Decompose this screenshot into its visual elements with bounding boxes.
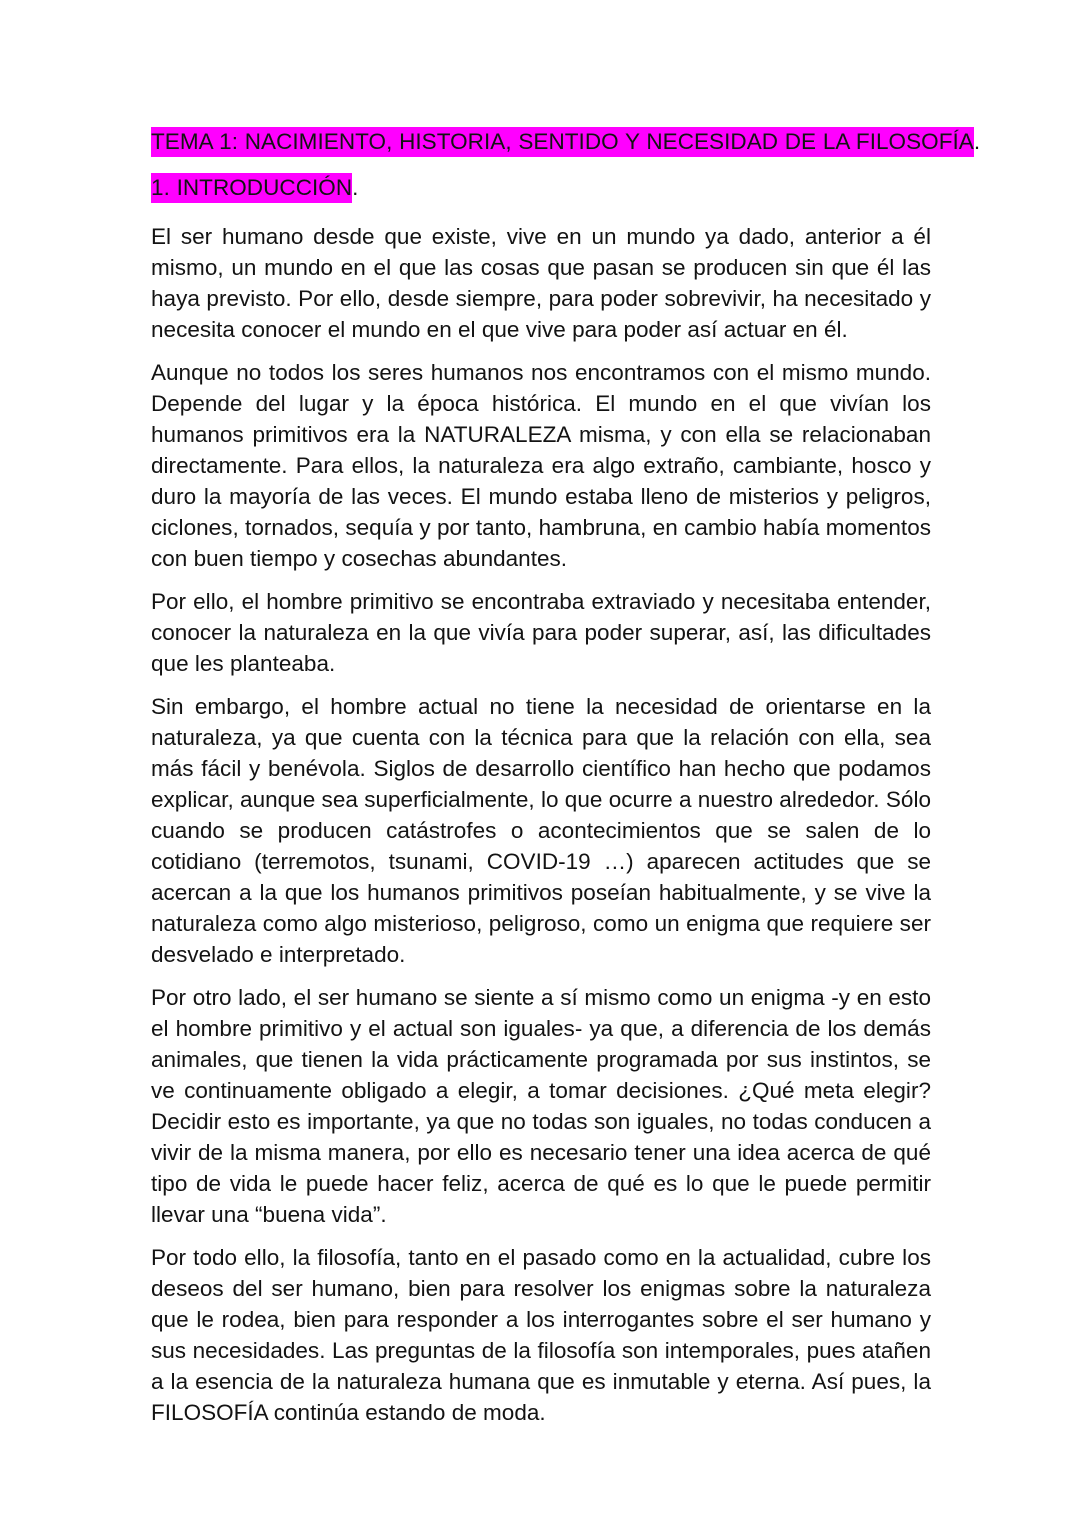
title-highlight: TEMA 1: NACIMIENTO, HISTORIA, SENTIDO Y NECESIDAD DE LA FILOSOFÍA <box>151 127 974 157</box>
body-paragraph: Por ello, el hombre primitivo se encontraba extraviado y necesitaba entender, conocer la naturaleza en la que vivía para poder superar, así, las dificultades que les planteaba. <box>151 589 931 676</box>
document-body <box>151 126 981 1428</box>
body-paragraph: Por todo ello, la filosofía, tanto en el pasado como en la actualidad, cubre los deseos del ser humano, bien para resolver los enigmas sobre la naturaleza que le rodea, bien para responder a los interrogantes sobre el ser humano y sus necesidades. Las preguntas de la filosofía son intemporales, pues atañen a la esencia de la naturaleza humana que es inmutable y eterna. Así pues, la FILOSOFÍA continúa estando de moda. <box>151 1245 931 1425</box>
title-trailing-period: . <box>973 129 981 154</box>
body-paragraph: El ser humano desde que existe, vive en un mundo ya dado, anterior a él mismo, un mundo en el que las cosas que pasan se producen sin que él las haya previsto. Por ello, desde siempre, para poder sobrevivir, ha necesitado y necesita conocer el mundo en el que vive para poder así actuar en él. <box>151 224 931 342</box>
section-heading-highlight: 1. INTRODUCCIÓN <box>151 173 352 203</box>
body-paragraph: Sin embargo, el hombre actual no tiene la necesidad de orientarse en la naturaleza, ya que cuenta con la técnica para que la relación con ella, sea más fácil y benévola. Siglos de desarrollo científico han hecho que podamos explicar, aunque sea superficialmente, lo que ocurre a nuestro alrededor. Sólo cuando se producen catástrofes o acontecimientos que se salen de lo cotidiano (terremotos, tsunami, COVID-19 …) aparecen actitudes que se acercan a la que los humanos primitivos poseían habitualmente, y se vive la naturaleza como algo misterioso, peligroso, como un enigma que requiere ser desvelado e interpretado. <box>151 694 931 967</box>
document-title-heading <box>151 126 981 157</box>
body-paragraph: Aunque no todos los seres humanos nos encontramos con el mismo mundo. Depende del lugar y la época histórica. El mundo en el que vivían los humanos primitivos era la NATURALEZA misma, y con ella se relacionaban directamente. Para ellos, la naturaleza era algo extraño, cambiante, hosco y duro la mayoría de las veces. El mundo estaba lleno de misterios y peligros, ciclones, tornados, sequía y por tanto, hambruna, en cambio había momentos con buen tiempo y cosechas abundantes. <box>151 360 931 571</box>
section-heading-introduccion <box>151 172 931 203</box>
body-paragraph: Por otro lado, el ser humano se siente a sí mismo como un enigma -y en esto el hombre primitivo y el actual son iguales- ya que, a diferencia de los demás animales, que tienen la vida prácticamente programada por sus instintos, se ve continuamente obligado a elegir, a tomar decisiones. ¿Qué meta elegir? Decidir esto es importante, ya que no todas son iguales, no todas conducen a vivir de la misma manera, por ello es necesario tener una idea acerca de qué tipo de vida le puede hacer feliz, acerca de qué es lo que le puede permitir llevar una “buena vida”. <box>151 985 931 1227</box>
section-heading-trailing-period: . <box>352 175 359 200</box>
